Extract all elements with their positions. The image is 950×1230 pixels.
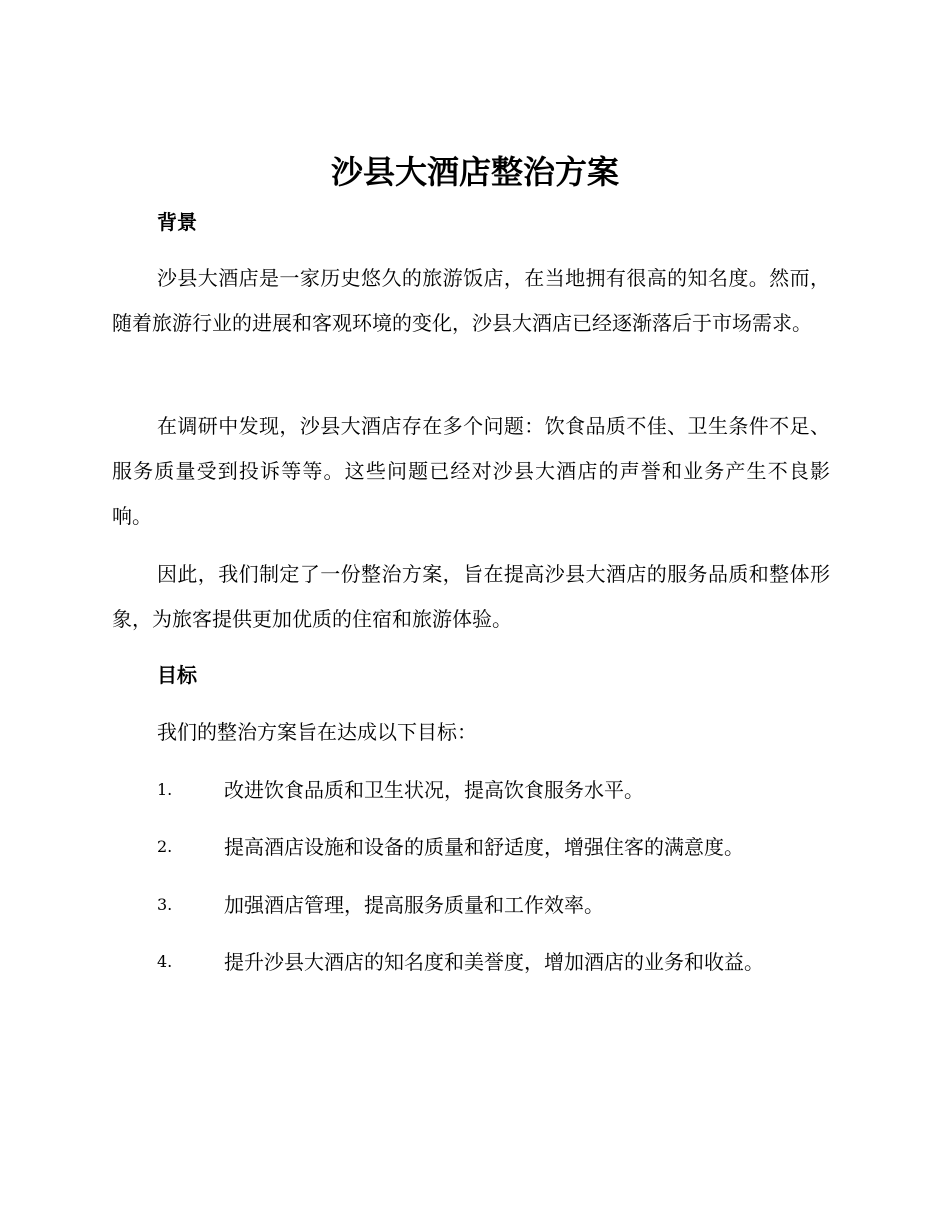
- background-paragraph-1: 沙县大酒店是一家历史悠久的旅游饭店，在当地拥有很高的知名度。然而，随着旅游行业的进展和客观环境的变化，沙县大酒店已经逐渐落后于市场需求。: [112, 266, 830, 335]
- section-heading-background: 背景: [157, 210, 197, 234]
- document-title: 沙县大酒店整治方案: [330, 153, 619, 191]
- goal-list-item: [157, 833, 837, 861]
- list-text: 加强酒店管理，提高服务质量和工作效率。: [224, 893, 604, 917]
- list-number: 2.: [157, 837, 173, 856]
- goals-intro: 我们的整治方案旨在达成以下目标：: [157, 720, 477, 744]
- goal-list-item: [157, 948, 837, 976]
- section-heading-goals: 目标: [157, 663, 197, 687]
- list-number: 1.: [157, 780, 173, 799]
- background-paragraph-2: 在调研中发现，沙县大酒店存在多个问题：饮食品质不佳、卫生条件不足、服务质量受到投诉等等。这些问题已经对沙县大酒店的声誉和业务产生不良影响。: [112, 414, 830, 528]
- list-text: 提高酒店设施和设备的质量和舒适度，增强住客的满意度。: [224, 835, 744, 859]
- list-text: 提升沙县大酒店的知名度和美誉度，增加酒店的业务和收益。: [224, 950, 764, 974]
- goal-list-item: [157, 891, 837, 919]
- list-text: 改进饮食品质和卫生状况，提高饮食服务水平。: [224, 778, 644, 802]
- list-number: 4.: [157, 952, 173, 971]
- background-paragraph-3: 因此，我们制定了一份整治方案，旨在提高沙县大酒店的服务品质和整体形象，为旅客提供更加优质的住宿和旅游体验。: [112, 562, 830, 631]
- goal-list-item: [157, 776, 837, 804]
- list-number: 3.: [157, 895, 173, 914]
